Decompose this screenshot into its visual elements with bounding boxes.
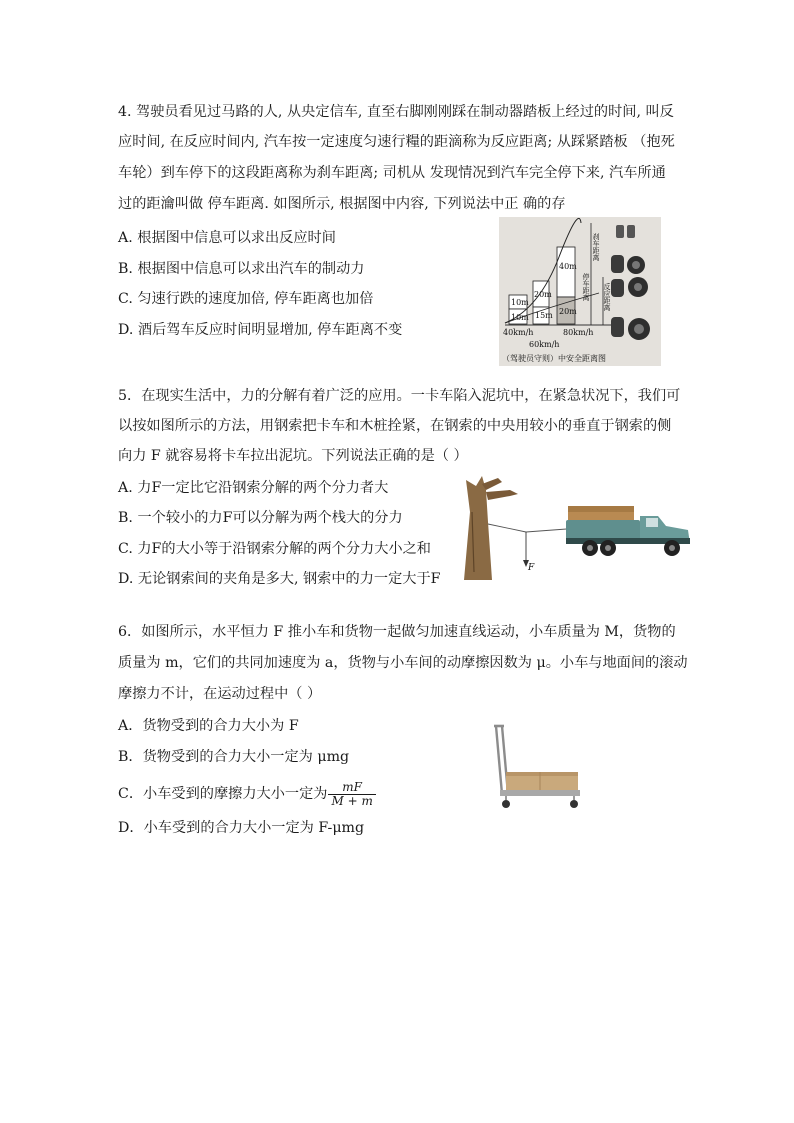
legend-stop-distance: 停车距离 [582,273,590,301]
label-distance-5: 40m [559,262,577,271]
q4-option-d: D. 酒后驾车反应时间明显增加, 停车距离不变 [118,322,403,338]
label-speed-80: 80km/h [563,328,594,337]
tree-stump-icon [464,476,518,580]
q5-line-3: 向力 F 就容易将卡车拉出泥坑。下列说法正确的是（ ） [118,448,468,464]
q6-option-b: B．货物受到的合力大小一定为 μmg [118,749,350,765]
cargo-box-icon [506,772,578,790]
truck-icon [566,506,690,556]
q4-line-2: 应时间, 在反应时间内, 汽车按一定速度匀速行糧的距滴称为反应距离; 从踩紧踏板 （抱死 [118,134,675,150]
force-label: F [528,563,535,573]
figure-caption: （驾驶员守则）中安全距离图 [502,354,606,363]
label-speed-60: 60km/h [529,340,560,349]
q5-line-1: 5．在现实生活中，力的分解有着广泛的应用。一卡车陷入泥坑中，在紧急状况下，我们可 [118,388,681,404]
cart-cargo-figure [488,720,584,812]
legend-reaction-distance: 反应距离 [603,283,611,311]
q4-option-b: B. 根据图中信息可以求出汽车的制动力 [118,261,365,277]
q4-line-1: 4. 驾驶员看见过马路的人, 从央定信车, 直至右脚刚刚踩在制动器踏板上经过的时间, 叫反 [118,104,674,120]
stopping-distance-figure [499,217,661,366]
q6-option-c-text: C．小车受到的摩擦力大小一定为 [118,786,328,802]
q6-option-a: A．货物受到的合力大小为 F [118,718,299,734]
hand-cart-icon [494,726,580,808]
label-speed-40: 40km/h [503,328,534,337]
label-distance-2: 10m [511,313,529,322]
q5-option-b: B. 一个较小的力F可以分解为两个栈大的分力 [118,510,403,526]
q4-line-4: 过的距瀹叫做 停车距离. 如图所示, 根据图中内容, 下列说法中正 确的存 [118,196,566,212]
q5-option-a: A. 力F一定比它沿钢索分解的两个分力者大 [118,480,389,496]
label-distance-6: 20m [559,307,577,316]
q6-line-3: 摩擦力不计，在运动过程中（ ） [118,686,322,702]
fraction-denominator: M + m [331,793,373,808]
q6-line-1: 6．如图所示，水平恒力 F 推小车和货物一起做匀加速直线运动，小车质量为 M，货物的 [118,624,676,640]
label-distance-3: 20m [534,290,552,299]
q4-line-3: 车轮）到车停下的这段距离称为刹车距离; 司机从 发现情况到汽车完全停下来, 汽车所通 [118,165,666,181]
steel-cable-left [488,524,526,532]
q6-option-c [118,780,376,808]
q5-line-2: 以按如图所示的方法，用钢索把卡车和木桩拴紧，在钢索的中央用较小的垂直于钢索的侧 [118,418,672,434]
q5-option-d: D. 无论钢索间的夹角是多大, 钢索中的力一定大于F [118,571,441,587]
q4-option-c: C. 匀速行跌的速度加倍, 停车距离也加倍 [118,291,374,307]
q6-option-d: D．小车受到的合力大小一定为 F-μmg [118,820,365,836]
q6-line-2: 质量为 m，它们的共同加速度为 a，货物与小车间的动摩擦因数为 μ。小车与地面间的滚动 [118,655,688,671]
legend-brake-distance: 刹车距离 [592,233,600,261]
label-distance-1: 10m [511,298,529,307]
truck-tree-figure [452,472,704,584]
fraction-mf-over-m-plus-m [328,781,375,808]
label-distance-4: 15m [535,311,553,320]
q4-option-a: A. 根据图中信息可以求出反应时间 [118,230,336,246]
q5-option-c: C. 力F的大小等于沿钢索分解的两个分力大小之和 [118,541,431,557]
fraction-numerator: mF [328,781,375,795]
